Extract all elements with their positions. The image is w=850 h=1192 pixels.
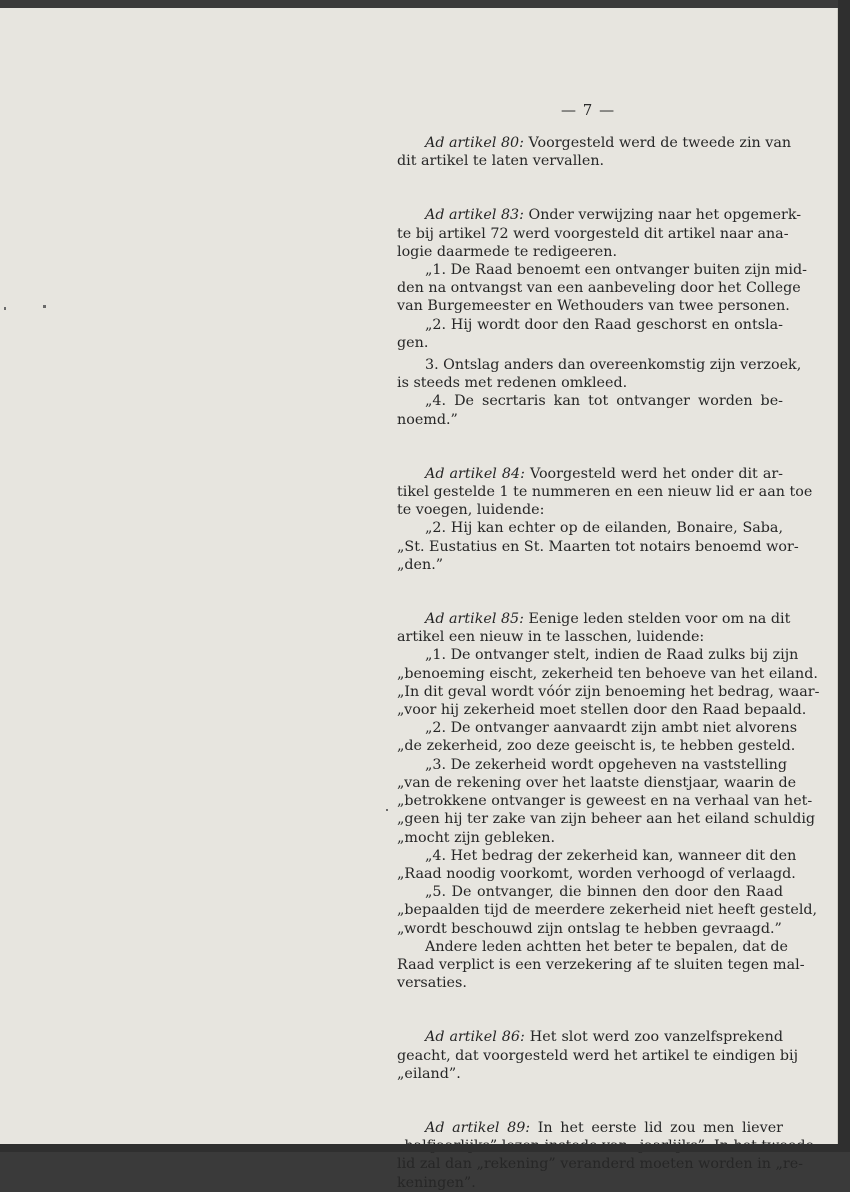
article-heading: Ad artikel 80: xyxy=(425,135,524,151)
document-page xyxy=(0,8,838,1191)
margin-mark xyxy=(4,307,6,310)
article-heading: Ad artikel 84: xyxy=(425,465,525,482)
text-column xyxy=(397,134,820,1192)
paragraph-artikel-83: Ad artikel 83: Onder verwijzing naar het opgemerk- te bij artikel 72 werd voorgesteld dit artikel naar ana- logie daarmede te redigeeren. „1. De Raad benoemt een ontvanger buiten zijn mid- den na ontvangst van een aanbeveling door het College van Burgemeester en Wethouders van twee personen. „2. Hij wordt door den Raad geschorst en ontsla- gen. 3. Ontslag anders dan overeenkomstig zijn verzoek, is steeds met redenen omkleed. „4. De secrtaris kan tot ontvanger worden be- noemd.” xyxy=(397,207,807,428)
article-heading: Ad artikel 83: xyxy=(425,207,524,224)
paragraph-artikel-80: Ad artikel 80: Voorgesteld werd de tweede zin van dit artikel te laten vervallen. xyxy=(397,135,792,170)
page-number: — 7 — xyxy=(561,101,616,119)
paragraph-artikel-89: Ad artikel 89: In het eerste lid zou men liever lid zal dan „rekening” veranderd moeten worden in „re- keningen”. xyxy=(397,1119,803,1191)
scan-border-bottom xyxy=(0,1144,850,1152)
paragraph-artikel-86: Ad artikel 86: Het slot werd zoo vanzelfsprekend geacht, dat voorgesteld werd het artikel te eindigen bij „eiland”. xyxy=(397,1029,799,1082)
article-heading: Ad artikel 85: xyxy=(425,611,524,628)
scan-border-right xyxy=(838,0,850,1152)
article-heading: Ad artikel 86: xyxy=(425,1029,525,1046)
margin-mark xyxy=(386,809,388,811)
paragraph-artikel-85: Ad artikel 85: Eenige leden stelden voor om na dit artikel een nieuw in te lasschen, luidende: „1. De ontvanger stelt, indien de Raad zulks bij zijn „benoeming eischt, zekerheid ten behoeve van het eiland. „In dit geval wordt vóór zijn benoeming het bedrag, waar- „voor hij zekerheid moet stellen door den Raad bepaald. „2. De ontvanger aanvaardt zijn ambt niet alvorens „de zekerheid, zoo deze geeischt is, te hebben gesteld. „3. De zekerheid wordt opgeheven na vaststelling „van de rekening over het laatste dienstjaar, waarin de „betrokkene ontvanger is geweest en na verhaal van het- „geen hij ter zake van zijn beheer aan het eiland schuldig „mocht zijn gebleken. „4. Het bedrag der zekerheid kan, wanneer dit den „Raad noodig voorkomt, worden verhoogd of verlaagd. „5. De ontvanger, die binnen den door den Raad „bepaalden tijd de meerdere zekerheid niet heeft gesteld, „wordt beschouwd zijn ontslag te hebben gevraagd.” Andere leden achtten het beter te bepalen, dat de Raad verplict is een verzekering af te sluiten tegen mal- versaties. xyxy=(397,611,820,992)
margin-mark xyxy=(43,305,46,308)
paragraph-artikel-84: Ad artikel 84: Voorgesteld werd het onder dit ar- tikel gestelde 1 te nummeren en een nieuw lid er aan toe te voegen, luidende: „2. Hij kan echter op de eilanden, Bonaire, Saba, „St. Eustatius en St. Maarten tot notairs benoemd wor- „den.” xyxy=(397,465,813,573)
article-heading: Ad artikel 89: xyxy=(425,1119,531,1136)
